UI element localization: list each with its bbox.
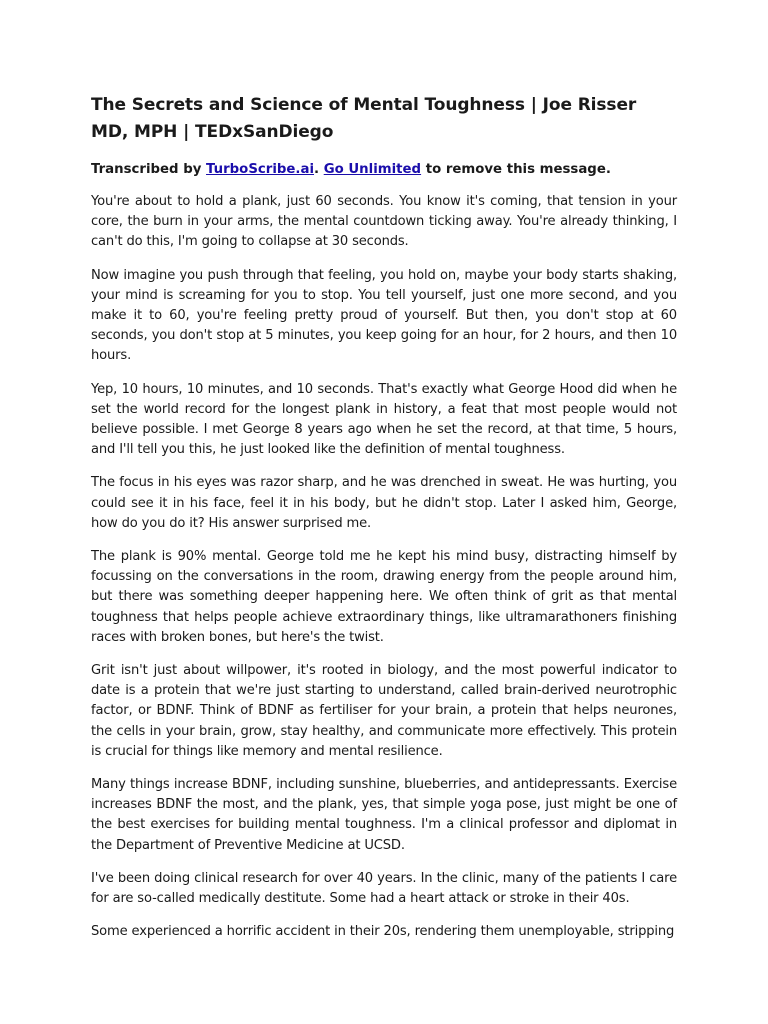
transcription-notice [91, 160, 677, 180]
paragraph: The focus in his eyes was razor sharp, and he was drenched in sweat. He was hurting, you could see it in his face, feel it in his body, but he didn't stop. Later I asked him, George, how do you do it? His answer surprised me. [91, 475, 677, 531]
notice-separator: . [314, 162, 324, 177]
document-page [91, 92, 677, 956]
document-title: The Secrets and Science of Mental Toughness | Joe Risser MD, MPH | TEDxSanDiego [91, 95, 637, 142]
notice-prefix: Transcribed by [91, 162, 207, 177]
paragraph: The plank is 90% mental. George told me he kept his mind busy, distracting himself by focussing on the conversations in the room, drawing energy from the people around him, but there was something deeper happening here. We often think of grit as that mental toughness that helps people achieve extraordinary things, like ultramarathoners finishing races with broken bones, but here's the twist. [91, 549, 677, 645]
paragraph: Grit isn't just about willpower, it's rooted in biology, and the most powerful indicator to date is a protein that we're just starting to understand, called brain-derived neurotrophic factor, or BDNF. Think of BDNF as fertiliser for your brain, a protein that helps neurones, the cells in your brain, grow, stay healthy, and communicate more effectively. This protein is crucial for things like memory and mental resilience. [91, 663, 677, 759]
turboscribe-link[interactable]: TurboScribe.ai [206, 162, 315, 177]
paragraph: I've been doing clinical research for over 40 years. In the clinic, many of the patients I care for are so-called medically destitute. Some had a heart attack or stroke in their 40s. [91, 870, 677, 907]
paragraph: You're about to hold a plank, just 60 seconds. You know it's coming, that tension in your core, the burn in your arms, the mental countdown ticking away. You're already thinking, I can't do this, I'm going to collapse at 30 seconds. [91, 194, 677, 250]
notice-suffix: to remove this message. [421, 162, 611, 177]
paragraph: Many things increase BDNF, including sunshine, blueberries, and antidepressants. Exercise increases BDNF the most, and the plank, yes, that simple yoga pose, just might be one of the best exercises for building mental toughness. I'm a clinical professor and diplomat in the Department of Preventive Medicine at UCSD. [91, 777, 677, 853]
go-unlimited-link[interactable]: Go Unlimited [323, 162, 422, 177]
paragraph: Some experienced a horrific accident in their 20s, rendering them unemployable, stripping [91, 924, 675, 940]
paragraph: Now imagine you push through that feeling, you hold on, maybe your body starts shaking, your mind is screaming for you to stop. You tell yourself, just one more second, and you make it to 60, you're feeling pretty proud of yourself. But then, you don't stop at 60 seconds, you don't stop at 5 minutes, you keep going for an hour, for 2 hours, and then 10 hours. [91, 267, 677, 364]
paragraph: Yep, 10 hours, 10 minutes, and 10 seconds. That's exactly what George Hood did when he set the world record for the longest plank in history, a feat that most people would not believe possible. I met George 8 years ago when he set the record, at that time, 5 hours, and I'll tell you this, he just looked like the definition of mental toughness. [91, 381, 677, 458]
